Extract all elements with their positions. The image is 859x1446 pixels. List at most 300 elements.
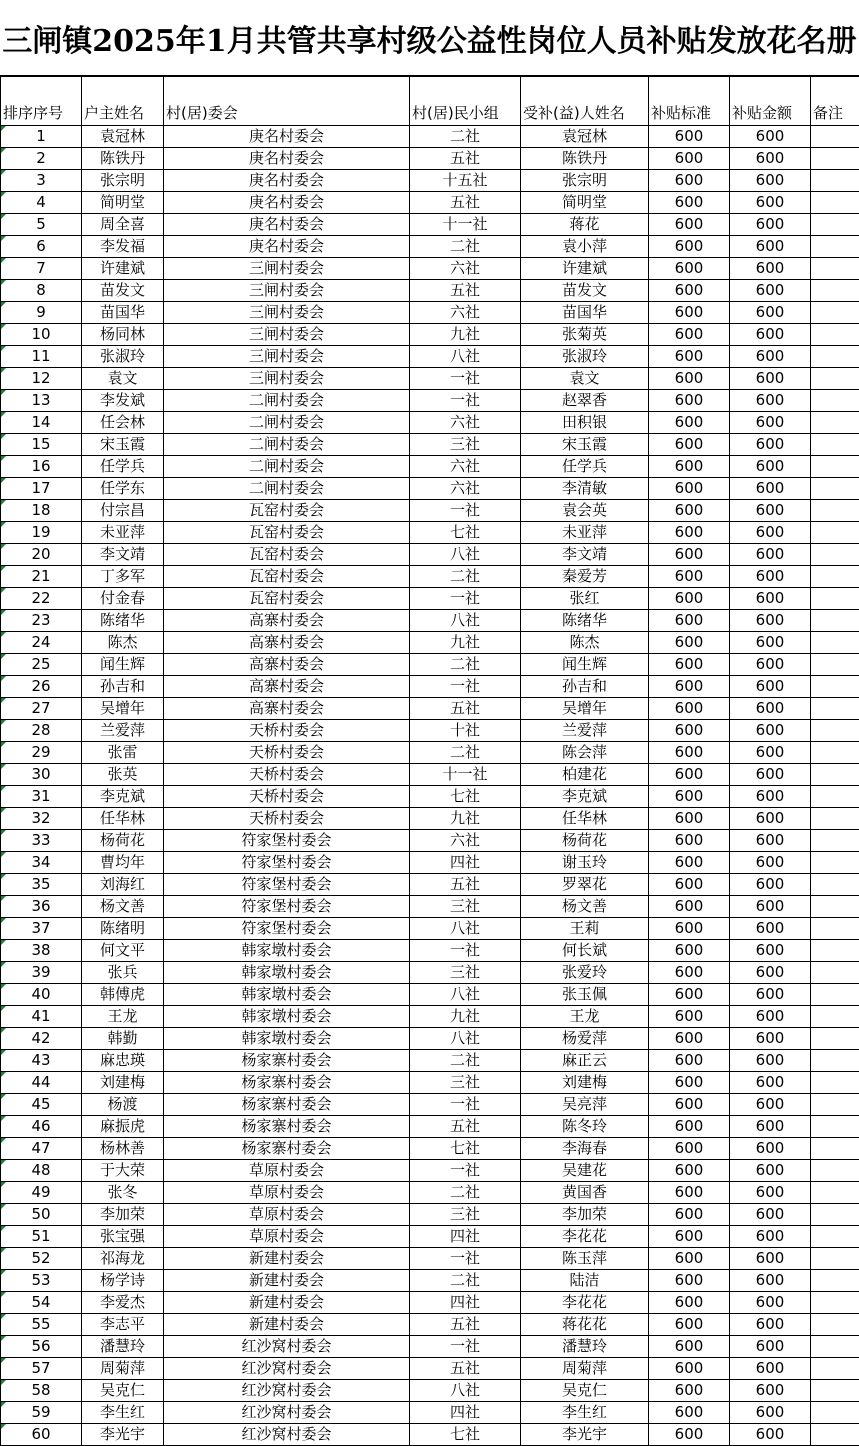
cell-recipient[interactable]: 闻生辉 <box>521 654 649 676</box>
cell-subsidy-standard[interactable]: 600 <box>649 456 730 478</box>
cell-village-committee[interactable]: 天桥村委会 <box>164 720 410 742</box>
cell-seq[interactable]: 26 <box>1 676 82 698</box>
cell-remarks[interactable] <box>811 1138 859 1160</box>
cell-village-committee[interactable]: 高寨村委会 <box>164 610 410 632</box>
cell-seq[interactable]: 15 <box>1 434 82 456</box>
cell-subsidy-standard[interactable]: 600 <box>649 962 730 984</box>
cell-remarks[interactable] <box>811 874 859 896</box>
cell-remarks[interactable] <box>811 1116 859 1138</box>
cell-recipient[interactable]: 柏建花 <box>521 764 649 786</box>
cell-recipient[interactable]: 黄国香 <box>521 1182 649 1204</box>
cell-remarks[interactable] <box>811 830 859 852</box>
cell-villager-group[interactable]: 十一社 <box>410 214 521 236</box>
cell-recipient[interactable]: 苗发文 <box>521 280 649 302</box>
cell-village-committee[interactable]: 韩家墩村委会 <box>164 962 410 984</box>
cell-remarks[interactable] <box>811 1292 859 1314</box>
cell-seq[interactable]: 4 <box>1 192 82 214</box>
cell-subsidy-amount[interactable]: 600 <box>730 500 811 522</box>
cell-subsidy-amount[interactable]: 600 <box>730 522 811 544</box>
cell-village-committee[interactable]: 红沙窝村委会 <box>164 1358 410 1380</box>
cell-seq[interactable]: 2 <box>1 148 82 170</box>
cell-village-committee[interactable]: 符家堡村委会 <box>164 830 410 852</box>
cell-villager-group[interactable]: 九社 <box>410 808 521 830</box>
cell-recipient[interactable]: 任华林 <box>521 808 649 830</box>
cell-household-head[interactable]: 何文平 <box>82 940 164 962</box>
cell-villager-group[interactable]: 八社 <box>410 1380 521 1402</box>
cell-subsidy-amount[interactable]: 600 <box>730 852 811 874</box>
cell-subsidy-amount[interactable]: 600 <box>730 1138 811 1160</box>
cell-remarks[interactable] <box>811 1314 859 1336</box>
cell-subsidy-standard[interactable]: 600 <box>649 874 730 896</box>
cell-recipient[interactable]: 麻正云 <box>521 1050 649 1072</box>
cell-subsidy-standard[interactable]: 600 <box>649 610 730 632</box>
cell-remarks[interactable] <box>811 346 859 368</box>
cell-subsidy-amount[interactable]: 600 <box>730 1380 811 1402</box>
cell-seq[interactable]: 48 <box>1 1160 82 1182</box>
cell-village-committee[interactable]: 二闸村委会 <box>164 412 410 434</box>
cell-seq[interactable]: 33 <box>1 830 82 852</box>
cell-seq[interactable]: 17 <box>1 478 82 500</box>
cell-seq[interactable]: 25 <box>1 654 82 676</box>
cell-subsidy-standard[interactable]: 600 <box>649 522 730 544</box>
cell-villager-group[interactable]: 五社 <box>410 698 521 720</box>
cell-recipient[interactable]: 李花花 <box>521 1292 649 1314</box>
cell-household-head[interactable]: 杨学诗 <box>82 1270 164 1292</box>
cell-villager-group[interactable]: 八社 <box>410 918 521 940</box>
cell-household-head[interactable]: 陈绪明 <box>82 918 164 940</box>
cell-subsidy-amount[interactable]: 600 <box>730 830 811 852</box>
cell-subsidy-amount[interactable]: 600 <box>730 676 811 698</box>
cell-household-head[interactable]: 陈杰 <box>82 632 164 654</box>
cell-village-committee[interactable]: 三闸村委会 <box>164 258 410 280</box>
cell-villager-group[interactable]: 一社 <box>410 1248 521 1270</box>
cell-recipient[interactable]: 任学兵 <box>521 456 649 478</box>
cell-recipient[interactable]: 吴克仁 <box>521 1380 649 1402</box>
cell-villager-group[interactable]: 七社 <box>410 522 521 544</box>
cell-village-committee[interactable]: 草原村委会 <box>164 1182 410 1204</box>
cell-recipient[interactable]: 李生红 <box>521 1402 649 1424</box>
cell-subsidy-standard[interactable]: 600 <box>649 1072 730 1094</box>
cell-recipient[interactable]: 孙吉和 <box>521 676 649 698</box>
cell-household-head[interactable]: 付宗昌 <box>82 500 164 522</box>
cell-villager-group[interactable]: 三社 <box>410 962 521 984</box>
cell-village-committee[interactable]: 高寨村委会 <box>164 698 410 720</box>
cell-villager-group[interactable]: 七社 <box>410 1424 521 1446</box>
cell-recipient[interactable]: 李海春 <box>521 1138 649 1160</box>
cell-recipient[interactable]: 未亚萍 <box>521 522 649 544</box>
cell-seq[interactable]: 47 <box>1 1138 82 1160</box>
cell-subsidy-amount[interactable]: 600 <box>730 918 811 940</box>
cell-seq[interactable]: 39 <box>1 962 82 984</box>
header-subsidy-standard[interactable]: 补贴标准 <box>649 77 730 126</box>
cell-village-committee[interactable]: 天桥村委会 <box>164 808 410 830</box>
cell-seq[interactable]: 9 <box>1 302 82 324</box>
cell-household-head[interactable]: 陈铁丹 <box>82 148 164 170</box>
cell-villager-group[interactable]: 六社 <box>410 412 521 434</box>
cell-remarks[interactable] <box>811 302 859 324</box>
cell-seq[interactable]: 20 <box>1 544 82 566</box>
cell-seq[interactable]: 59 <box>1 1402 82 1424</box>
cell-seq[interactable]: 12 <box>1 368 82 390</box>
cell-subsidy-standard[interactable]: 600 <box>649 1116 730 1138</box>
cell-subsidy-amount[interactable]: 600 <box>730 1292 811 1314</box>
cell-recipient[interactable]: 袁文 <box>521 368 649 390</box>
cell-villager-group[interactable]: 三社 <box>410 896 521 918</box>
cell-remarks[interactable] <box>811 1380 859 1402</box>
cell-remarks[interactable] <box>811 1072 859 1094</box>
cell-village-committee[interactable]: 三闸村委会 <box>164 346 410 368</box>
header-remarks[interactable]: 备注 <box>811 77 859 126</box>
cell-villager-group[interactable]: 六社 <box>410 478 521 500</box>
cell-subsidy-amount[interactable]: 600 <box>730 126 811 148</box>
cell-remarks[interactable] <box>811 984 859 1006</box>
cell-remarks[interactable] <box>811 1182 859 1204</box>
cell-village-committee[interactable]: 杨家寨村委会 <box>164 1072 410 1094</box>
cell-remarks[interactable] <box>811 390 859 412</box>
cell-villager-group[interactable]: 二社 <box>410 1050 521 1072</box>
cell-household-head[interactable]: 李加荣 <box>82 1204 164 1226</box>
cell-household-head[interactable]: 兰爱萍 <box>82 720 164 742</box>
cell-subsidy-amount[interactable]: 600 <box>730 434 811 456</box>
cell-subsidy-standard[interactable]: 600 <box>649 984 730 1006</box>
cell-subsidy-standard[interactable]: 600 <box>649 742 730 764</box>
cell-household-head[interactable]: 宋玉霞 <box>82 434 164 456</box>
cell-subsidy-standard[interactable]: 600 <box>649 434 730 456</box>
cell-remarks[interactable] <box>811 500 859 522</box>
cell-recipient[interactable]: 刘建梅 <box>521 1072 649 1094</box>
cell-villager-group[interactable]: 五社 <box>410 1116 521 1138</box>
cell-village-committee[interactable]: 庚名村委会 <box>164 148 410 170</box>
cell-villager-group[interactable]: 十社 <box>410 720 521 742</box>
cell-household-head[interactable]: 杨荷花 <box>82 830 164 852</box>
cell-household-head[interactable]: 麻忠瑛 <box>82 1050 164 1072</box>
cell-villager-group[interactable]: 一社 <box>410 588 521 610</box>
cell-village-committee[interactable]: 杨家寨村委会 <box>164 1050 410 1072</box>
cell-village-committee[interactable]: 符家堡村委会 <box>164 896 410 918</box>
cell-villager-group[interactable]: 六社 <box>410 456 521 478</box>
cell-household-head[interactable]: 张宗明 <box>82 170 164 192</box>
cell-remarks[interactable] <box>811 1028 859 1050</box>
cell-subsidy-amount[interactable]: 600 <box>730 632 811 654</box>
cell-village-committee[interactable]: 新建村委会 <box>164 1314 410 1336</box>
cell-village-committee[interactable]: 红沙窝村委会 <box>164 1380 410 1402</box>
cell-seq[interactable]: 40 <box>1 984 82 1006</box>
cell-recipient[interactable]: 陆洁 <box>521 1270 649 1292</box>
cell-subsidy-standard[interactable]: 600 <box>649 324 730 346</box>
cell-village-committee[interactable]: 庚名村委会 <box>164 236 410 258</box>
cell-subsidy-standard[interactable]: 600 <box>649 412 730 434</box>
cell-subsidy-amount[interactable]: 600 <box>730 1006 811 1028</box>
cell-recipient[interactable]: 蒋花 <box>521 214 649 236</box>
cell-village-committee[interactable]: 瓦窑村委会 <box>164 500 410 522</box>
cell-household-head[interactable]: 杨林善 <box>82 1138 164 1160</box>
cell-seq[interactable]: 31 <box>1 786 82 808</box>
cell-seq[interactable]: 3 <box>1 170 82 192</box>
cell-villager-group[interactable]: 一社 <box>410 368 521 390</box>
cell-village-committee[interactable]: 符家堡村委会 <box>164 874 410 896</box>
cell-recipient[interactable]: 张玉佩 <box>521 984 649 1006</box>
cell-recipient[interactable]: 何长斌 <box>521 940 649 962</box>
cell-recipient[interactable]: 王莉 <box>521 918 649 940</box>
cell-subsidy-amount[interactable]: 600 <box>730 1336 811 1358</box>
cell-recipient[interactable]: 秦爱芳 <box>521 566 649 588</box>
cell-villager-group[interactable]: 三社 <box>410 1204 521 1226</box>
cell-villager-group[interactable]: 二社 <box>410 742 521 764</box>
cell-subsidy-standard[interactable]: 600 <box>649 588 730 610</box>
cell-subsidy-amount[interactable]: 600 <box>730 148 811 170</box>
cell-village-committee[interactable]: 三闸村委会 <box>164 368 410 390</box>
cell-remarks[interactable] <box>811 896 859 918</box>
cell-subsidy-standard[interactable]: 600 <box>649 170 730 192</box>
cell-recipient[interactable]: 张菊英 <box>521 324 649 346</box>
cell-household-head[interactable]: 杨渡 <box>82 1094 164 1116</box>
cell-village-committee[interactable]: 三闸村委会 <box>164 280 410 302</box>
cell-household-head[interactable]: 吴克仁 <box>82 1380 164 1402</box>
cell-recipient[interactable]: 李克斌 <box>521 786 649 808</box>
cell-remarks[interactable] <box>811 852 859 874</box>
cell-remarks[interactable] <box>811 918 859 940</box>
cell-subsidy-standard[interactable]: 600 <box>649 764 730 786</box>
cell-household-head[interactable]: 袁文 <box>82 368 164 390</box>
cell-seq[interactable]: 16 <box>1 456 82 478</box>
cell-household-head[interactable]: 李克斌 <box>82 786 164 808</box>
cell-seq[interactable]: 46 <box>1 1116 82 1138</box>
cell-village-committee[interactable]: 天桥村委会 <box>164 786 410 808</box>
cell-village-committee[interactable]: 二闸村委会 <box>164 456 410 478</box>
cell-remarks[interactable] <box>811 236 859 258</box>
cell-household-head[interactable]: 麻振虎 <box>82 1116 164 1138</box>
cell-seq[interactable]: 6 <box>1 236 82 258</box>
cell-subsidy-amount[interactable]: 600 <box>730 170 811 192</box>
cell-recipient[interactable]: 袁冠林 <box>521 126 649 148</box>
cell-recipient[interactable]: 陈玉萍 <box>521 1248 649 1270</box>
cell-villager-group[interactable]: 八社 <box>410 544 521 566</box>
cell-remarks[interactable] <box>811 214 859 236</box>
cell-seq[interactable]: 13 <box>1 390 82 412</box>
cell-village-committee[interactable]: 瓦窑村委会 <box>164 522 410 544</box>
cell-recipient[interactable]: 苗国华 <box>521 302 649 324</box>
cell-villager-group[interactable]: 九社 <box>410 324 521 346</box>
cell-household-head[interactable]: 陈绪华 <box>82 610 164 632</box>
cell-recipient[interactable]: 陈铁丹 <box>521 148 649 170</box>
cell-remarks[interactable] <box>811 522 859 544</box>
cell-subsidy-standard[interactable]: 600 <box>649 654 730 676</box>
cell-remarks[interactable] <box>811 720 859 742</box>
cell-recipient[interactable]: 李花花 <box>521 1226 649 1248</box>
cell-remarks[interactable] <box>811 1226 859 1248</box>
cell-recipient[interactable]: 吴建花 <box>521 1160 649 1182</box>
cell-household-head[interactable]: 许建斌 <box>82 258 164 280</box>
cell-seq[interactable]: 41 <box>1 1006 82 1028</box>
cell-recipient[interactable]: 张爱玲 <box>521 962 649 984</box>
cell-village-committee[interactable]: 韩家墩村委会 <box>164 940 410 962</box>
cell-seq[interactable]: 36 <box>1 896 82 918</box>
cell-seq[interactable]: 22 <box>1 588 82 610</box>
cell-villager-group[interactable]: 十五社 <box>410 170 521 192</box>
cell-villager-group[interactable]: 四社 <box>410 1226 521 1248</box>
cell-seq[interactable]: 58 <box>1 1380 82 1402</box>
cell-seq[interactable]: 32 <box>1 808 82 830</box>
cell-seq[interactable]: 54 <box>1 1292 82 1314</box>
cell-villager-group[interactable]: 九社 <box>410 1006 521 1028</box>
cell-subsidy-amount[interactable]: 600 <box>730 390 811 412</box>
cell-village-committee[interactable]: 新建村委会 <box>164 1270 410 1292</box>
cell-seq[interactable]: 56 <box>1 1336 82 1358</box>
cell-remarks[interactable] <box>811 126 859 148</box>
cell-recipient[interactable]: 潘慧玲 <box>521 1336 649 1358</box>
cell-subsidy-standard[interactable]: 600 <box>649 368 730 390</box>
cell-seq[interactable]: 7 <box>1 258 82 280</box>
cell-subsidy-amount[interactable]: 600 <box>730 1358 811 1380</box>
cell-villager-group[interactable]: 八社 <box>410 1028 521 1050</box>
cell-household-head[interactable]: 张冬 <box>82 1182 164 1204</box>
cell-recipient[interactable]: 袁小萍 <box>521 236 649 258</box>
cell-remarks[interactable] <box>811 1094 859 1116</box>
cell-household-head[interactable]: 周菊萍 <box>82 1358 164 1380</box>
cell-remarks[interactable] <box>811 654 859 676</box>
cell-recipient[interactable]: 吴亮萍 <box>521 1094 649 1116</box>
cell-subsidy-amount[interactable]: 600 <box>730 192 811 214</box>
cell-subsidy-standard[interactable]: 600 <box>649 1402 730 1424</box>
cell-remarks[interactable] <box>811 742 859 764</box>
cell-subsidy-amount[interactable]: 600 <box>730 874 811 896</box>
cell-villager-group[interactable]: 九社 <box>410 632 521 654</box>
cell-household-head[interactable]: 王龙 <box>82 1006 164 1028</box>
cell-recipient[interactable]: 张淑玲 <box>521 346 649 368</box>
cell-seq[interactable]: 38 <box>1 940 82 962</box>
cell-recipient[interactable]: 袁会英 <box>521 500 649 522</box>
cell-seq[interactable]: 45 <box>1 1094 82 1116</box>
cell-household-head[interactable]: 周全喜 <box>82 214 164 236</box>
cell-subsidy-standard[interactable]: 600 <box>649 566 730 588</box>
cell-household-head[interactable]: 苗发文 <box>82 280 164 302</box>
cell-villager-group[interactable]: 四社 <box>410 852 521 874</box>
cell-villager-group[interactable]: 五社 <box>410 1358 521 1380</box>
cell-subsidy-standard[interactable]: 600 <box>649 1336 730 1358</box>
cell-subsidy-amount[interactable]: 600 <box>730 324 811 346</box>
cell-recipient[interactable]: 张红 <box>521 588 649 610</box>
cell-villager-group[interactable]: 二社 <box>410 236 521 258</box>
cell-subsidy-standard[interactable]: 600 <box>649 1006 730 1028</box>
cell-subsidy-amount[interactable]: 600 <box>730 1204 811 1226</box>
cell-subsidy-standard[interactable]: 600 <box>649 1226 730 1248</box>
cell-village-committee[interactable]: 庚名村委会 <box>164 170 410 192</box>
cell-village-committee[interactable]: 韩家墩村委会 <box>164 1006 410 1028</box>
cell-subsidy-amount[interactable]: 600 <box>730 808 811 830</box>
cell-household-head[interactable]: 杨文善 <box>82 896 164 918</box>
cell-subsidy-amount[interactable]: 600 <box>730 302 811 324</box>
cell-remarks[interactable] <box>811 962 859 984</box>
cell-villager-group[interactable]: 七社 <box>410 1138 521 1160</box>
cell-subsidy-standard[interactable]: 600 <box>649 632 730 654</box>
cell-seq[interactable]: 51 <box>1 1226 82 1248</box>
cell-recipient[interactable]: 陈绪华 <box>521 610 649 632</box>
cell-recipient[interactable]: 兰爱萍 <box>521 720 649 742</box>
cell-household-head[interactable]: 李生红 <box>82 1402 164 1424</box>
cell-village-committee[interactable]: 符家堡村委会 <box>164 918 410 940</box>
cell-remarks[interactable] <box>811 1336 859 1358</box>
cell-subsidy-standard[interactable]: 600 <box>649 1248 730 1270</box>
cell-household-head[interactable]: 任会林 <box>82 412 164 434</box>
cell-household-head[interactable]: 李志平 <box>82 1314 164 1336</box>
cell-household-head[interactable]: 未亚萍 <box>82 522 164 544</box>
cell-recipient[interactable]: 赵翠香 <box>521 390 649 412</box>
cell-subsidy-amount[interactable]: 600 <box>730 1226 811 1248</box>
cell-remarks[interactable] <box>811 368 859 390</box>
cell-remarks[interactable] <box>811 1270 859 1292</box>
cell-recipient[interactable]: 田积银 <box>521 412 649 434</box>
cell-subsidy-amount[interactable]: 600 <box>730 698 811 720</box>
cell-village-committee[interactable]: 高寨村委会 <box>164 676 410 698</box>
cell-remarks[interactable] <box>811 478 859 500</box>
cell-subsidy-standard[interactable]: 600 <box>649 786 730 808</box>
cell-subsidy-amount[interactable]: 600 <box>730 368 811 390</box>
header-household-head[interactable]: 户主姓名 <box>82 77 164 126</box>
cell-villager-group[interactable]: 四社 <box>410 1402 521 1424</box>
cell-villager-group[interactable]: 五社 <box>410 192 521 214</box>
cell-villager-group[interactable]: 八社 <box>410 346 521 368</box>
cell-villager-group[interactable]: 二社 <box>410 654 521 676</box>
cell-subsidy-amount[interactable]: 600 <box>730 214 811 236</box>
cell-subsidy-standard[interactable]: 600 <box>649 1182 730 1204</box>
cell-village-committee[interactable]: 庚名村委会 <box>164 126 410 148</box>
cell-seq[interactable]: 55 <box>1 1314 82 1336</box>
cell-subsidy-amount[interactable]: 600 <box>730 280 811 302</box>
cell-village-committee[interactable]: 天桥村委会 <box>164 764 410 786</box>
cell-household-head[interactable]: 刘建梅 <box>82 1072 164 1094</box>
cell-household-head[interactable]: 杨同林 <box>82 324 164 346</box>
cell-recipient[interactable]: 陈冬玲 <box>521 1116 649 1138</box>
cell-remarks[interactable] <box>811 544 859 566</box>
cell-subsidy-amount[interactable]: 600 <box>730 544 811 566</box>
cell-seq[interactable]: 23 <box>1 610 82 632</box>
cell-subsidy-amount[interactable]: 600 <box>730 1402 811 1424</box>
cell-seq[interactable]: 37 <box>1 918 82 940</box>
cell-recipient[interactable]: 杨爱萍 <box>521 1028 649 1050</box>
header-recipient[interactable]: 受补(益)人姓名 <box>521 77 649 126</box>
cell-village-committee[interactable]: 杨家寨村委会 <box>164 1094 410 1116</box>
cell-remarks[interactable] <box>811 610 859 632</box>
cell-village-committee[interactable]: 红沙窝村委会 <box>164 1402 410 1424</box>
cell-recipient[interactable]: 许建斌 <box>521 258 649 280</box>
cell-subsidy-amount[interactable]: 600 <box>730 1182 811 1204</box>
cell-subsidy-amount[interactable]: 600 <box>730 1248 811 1270</box>
cell-recipient[interactable]: 简明堂 <box>521 192 649 214</box>
cell-subsidy-amount[interactable]: 600 <box>730 1072 811 1094</box>
cell-village-committee[interactable]: 红沙窝村委会 <box>164 1336 410 1358</box>
cell-household-head[interactable]: 李文靖 <box>82 544 164 566</box>
cell-household-head[interactable]: 张淑玲 <box>82 346 164 368</box>
cell-household-head[interactable]: 于大荣 <box>82 1160 164 1182</box>
cell-villager-group[interactable]: 四社 <box>410 1292 521 1314</box>
cell-seq[interactable]: 34 <box>1 852 82 874</box>
cell-villager-group[interactable]: 二社 <box>410 1270 521 1292</box>
cell-village-committee[interactable]: 新建村委会 <box>164 1292 410 1314</box>
cell-household-head[interactable]: 李光宇 <box>82 1424 164 1446</box>
cell-villager-group[interactable]: 六社 <box>410 258 521 280</box>
cell-village-committee[interactable]: 韩家墩村委会 <box>164 984 410 1006</box>
cell-subsidy-standard[interactable]: 600 <box>649 390 730 412</box>
cell-village-committee[interactable]: 二闸村委会 <box>164 390 410 412</box>
cell-seq[interactable]: 42 <box>1 1028 82 1050</box>
cell-seq[interactable]: 53 <box>1 1270 82 1292</box>
cell-villager-group[interactable]: 五社 <box>410 1314 521 1336</box>
cell-subsidy-standard[interactable]: 600 <box>649 940 730 962</box>
cell-remarks[interactable] <box>811 566 859 588</box>
cell-household-head[interactable]: 潘慧玲 <box>82 1336 164 1358</box>
cell-village-committee[interactable]: 草原村委会 <box>164 1204 410 1226</box>
cell-subsidy-standard[interactable]: 600 <box>649 544 730 566</box>
